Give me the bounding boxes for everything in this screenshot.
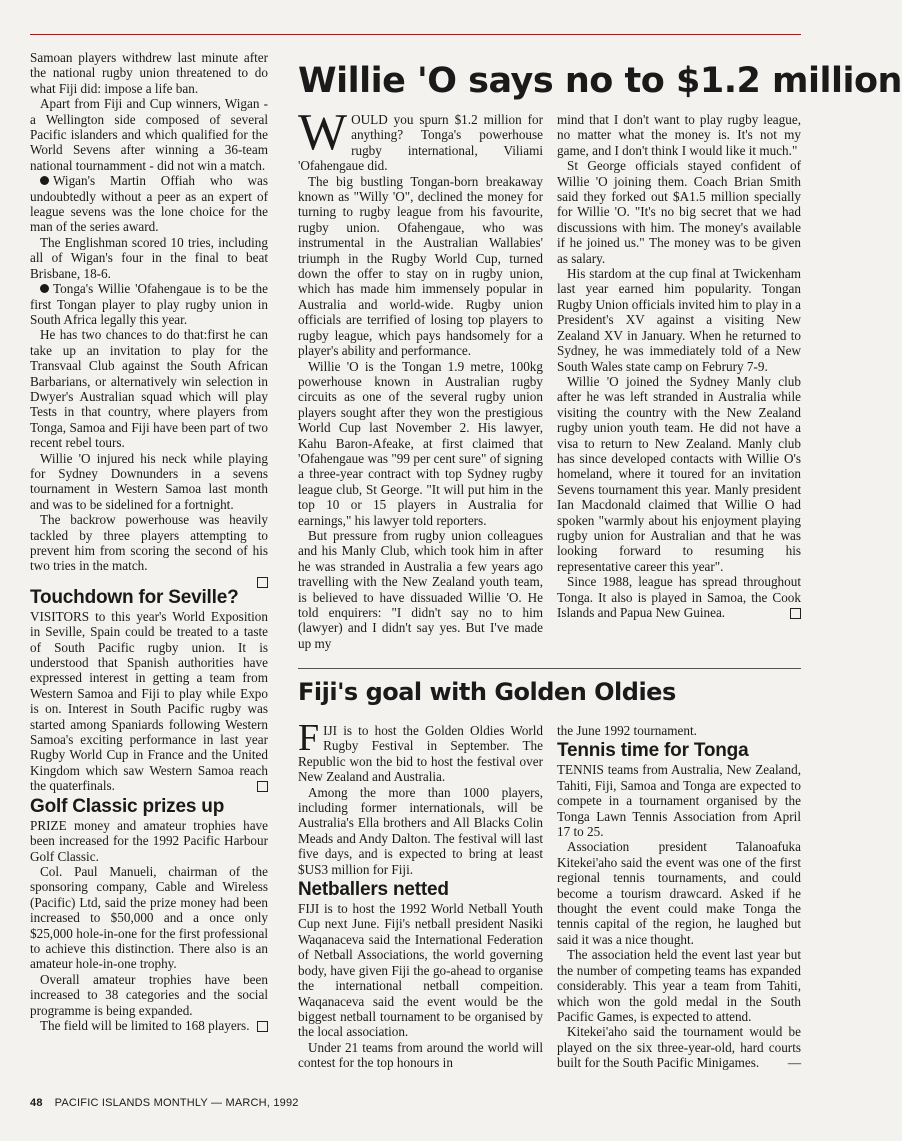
paragraph: The Englishman scored 10 tries, including all of Wigan's four in the final to beat Brisbane, 18-6. bbox=[30, 234, 268, 281]
paragraph: Since 1988, league has spread throughout Tonga. It also is played in Samoa, the Cook Islands and Papua New Guinea. bbox=[557, 574, 801, 620]
paragraph: IJI is to host the Golden Oldies World Rugby Festival in September. The Republic won the bid to host the festival over New Zealand and Australia. bbox=[298, 723, 543, 785]
article-headline: Willie 'O says no to $1.2 million bbox=[298, 61, 902, 101]
paragraph: Association president Talanoafuka Kitekei'aho said the event was one of the first regional tennis tournaments, and could become a tourism drawcard. Asked if he thought the event could make Tonga the tennis capital of the region, he laughed but said it was a nice thought. bbox=[557, 839, 801, 947]
paragraph: Among the more than 1000 players, including former internationals, will be Australia's Ella brothers and All Blacks Colin Meads and Andy Dalton. The festival will last five days, and is expected to bring at least $US3 million for Fiji. bbox=[298, 784, 543, 877]
end-mark-icon bbox=[790, 608, 801, 619]
paragraph: The association held the event last year but the number of competing teams has expanded considerably. This year a team from Tahiti, which won the gold medal in the South Pacific Games, is expected to attend. bbox=[557, 947, 801, 1024]
subheading: Touchdown for Seville? bbox=[30, 586, 239, 608]
paragraph: PRIZE money and amateur trophies have been increased for the 1992 Pacific Harbour Golf Classic. bbox=[30, 817, 268, 864]
bullet-icon bbox=[40, 176, 49, 185]
article1-column-right bbox=[557, 112, 801, 620]
paragraph: Under 21 teams from around the world will contest for the top honours in bbox=[298, 1039, 543, 1071]
end-mark-icon bbox=[257, 781, 268, 792]
drop-cap: F bbox=[298, 717, 320, 759]
paragraph: FIJI is to host the 1992 World Netball Youth Cup next June. Fiji's netball president Nasiki Waqanaceva said the International Federation of Netball Associations, the world governing body, have given Fiji the go-ahead to organise the international netball compeition. Waqanaceva said the event would be the biggest netball tournament to be organised by the local association. bbox=[298, 901, 543, 1040]
page-footer bbox=[30, 1097, 299, 1109]
left-column bbox=[30, 50, 268, 1033]
end-mark-icon bbox=[257, 577, 268, 588]
subheading: Netballers netted bbox=[298, 879, 449, 901]
paragraph: OULD you spurn $1.2 million for anything? Tonga's powerhouse rugby international, Viliami 'Ofahengaue did. bbox=[298, 112, 543, 174]
subheading: Tennis time for Tonga bbox=[557, 740, 749, 762]
top-rule bbox=[30, 34, 801, 35]
article2-column-middle bbox=[298, 717, 543, 1071]
section-divider bbox=[298, 668, 801, 669]
paragraph: Kitekei'aho said the tournament would be played on the six three-year-old, hard courts built for the South Pacific Minigames. — bbox=[557, 1024, 801, 1071]
paragraph: Willie 'O is the Tongan 1.9 metre, 100kg powerhouse known in Australian rugby circuits as one of the several rugby union players sought after they won the prestigious World Cup last November 2. His lawyer, Kahu Baron-Afeake, at first claimed that 'Ofahengaue was "99 per cent sure" of signing a three-year contract with top Sydney rugby league club, St George. "It will put him in the top 10 or 15 players in Australia for earnings," his lawyer told reporters. bbox=[298, 358, 543, 528]
subheading: Golf Classic prizes up bbox=[30, 795, 225, 817]
publication-line: PACIFIC ISLANDS MONTHLY — MARCH, 1992 bbox=[54, 1097, 299, 1109]
bullet-icon bbox=[40, 284, 49, 293]
paragraph: Wigan's Martin Offiah who was undoubtedly without a peer as an expert of league sevens was the lone choice for the man of the series award. bbox=[30, 173, 268, 235]
paragraph: The field will be limited to 168 players. bbox=[30, 1018, 268, 1033]
drop-cap: W bbox=[298, 104, 348, 161]
article-headline: Fiji's goal with Golden Oldies bbox=[298, 678, 676, 706]
paragraph: The backrow powerhouse was heavily tackled by three players attempting to prevent him from scoring the second of his two tries in the match. bbox=[30, 512, 268, 574]
paragraph: Willie 'O joined the Sydney Manly club after he was left stranded in Australia while visiting the country with the New Zealand rugby union youth team. He did not have a visa to return to New Zealand. Manly club has since developed contacts with Willie O's homeland, where it toured for an invitation Sevens tournament this year. Manly president Ian Macdonald claimed that Willie O had spoken "warmly about his enjoyment playing rugby union for Australian and that he was looking forward to resuming his representative career this year". bbox=[557, 373, 801, 574]
page-number: 48 bbox=[30, 1097, 43, 1109]
end-mark-icon bbox=[257, 1021, 268, 1032]
paragraph: Overall amateur trophies have been increased to 38 categories and the social programme is being expanded. bbox=[30, 971, 268, 1018]
paragraph: His stardom at the cup final at Twickenham last year earned him popularity. Tongan Rugby Union officials invited him to play in a President's XV against a visiting New Zealand XV in January. When he returned to Sydney, he was immediately told of a New South Wales state camp on Februry 7-9. bbox=[557, 266, 801, 374]
paragraph: the June 1992 tournament. bbox=[557, 723, 697, 738]
paragraph: Samoan players withdrew last minute after the national rugby union threatened to do what Fiji did: impose a life ban. bbox=[30, 50, 268, 96]
paragraph: He has two chances to do that:first he can take up an invitation to play for the Transvaal Club against the South African Barbarians, or alternatively win selection in Dwyer's Australian squad which will play Tests in that country, where players from Tonga, Samoa and Fiji have been part of two recent rebel tours. bbox=[30, 327, 268, 451]
paragraph: Tonga's Willie 'Ofahengaue is to be the first Tongan player to play rugby union in South Africa legally this year. bbox=[30, 281, 268, 327]
article2-column-right bbox=[557, 723, 801, 1071]
paragraph: TENNIS teams from Australia, New Zealand, Tahiti, Fiji, Samoa and Tonga are expected to compete in a tournament organised by the Tonga Lawn Tennis Association from April 17 to 25. bbox=[557, 762, 801, 840]
paragraph: VISITORS to this year's World Exposition in Seville, Spain could be treated to a taste of South Pacific rugby union. It is understood that Spanish authorities have expressed interest in getting a team from Western Samoa and Fiji to play while Expo is on. Interest in South Pacific rugby was started among Spaniards following Western Samoa's exciting performance in last year Rugby World Cup in France and the United Kingdom which saw Western Samoa reach the quaterfinals. bbox=[30, 608, 268, 794]
paragraph: mind that I don't want to play rugby league, no matter what the money is. It's not my game, and I don't think I would like it much." bbox=[557, 112, 801, 158]
paragraph: St George officials stayed confident of Willie 'O joining them. Coach Brian Smith said they forked out $A1.5 million specially for Willie 'O. "It's no big secret that we had discussions with him. The money's available if he joined us." The money was to be given as salary. bbox=[557, 158, 801, 266]
end-dash: — bbox=[787, 1055, 801, 1071]
paragraph: Apart from Fiji and Cup winners, Wigan - a Wellington side composed of several Pacific islanders and which qualified for the World Sevens after winning a 36-team national tournamment - did not win a match. bbox=[30, 96, 268, 173]
paragraph: The big bustling Tongan-born breakaway known as "Willy 'O", declined the money for turning to rugby league from his favourite, rugby union. Ofahengaue, who was instrumental in the Australian Wallabies' triumph in the Rugby World Cup, turned down the offer to stay on in rugby union, which has made him immensely popular in Australia and world-wide. Rugby union officials are terrified of losing top players to rugby league, which pays handsomely for a player's ability and performance. bbox=[298, 173, 543, 359]
paragraph: Willie 'O injured his neck while playing for Sydney Downunders in a sevens tournament in Western Samoa last month and was to be sidelined for a fortnight. bbox=[30, 450, 268, 512]
paragraph: But pressure from rugby union colleagues and his Manly Club, which took him in after he was stranded in Australia a few years ago travelling with the New Zealand youth team, is believed to have dissuaded Willie 'O. He told enquirers: "I didn't say no to him (lawyer) and I didn't say yes. But I've made up my bbox=[298, 527, 543, 651]
article1-column-middle bbox=[298, 104, 543, 651]
paragraph: Col. Paul Manueli, chairman of the sponsoring company, Cable and Wireless (Pacific) Ltd, said the prize money had been increased to $50,000 and a once only $25,000 hole-in-one for the first professional to achieve this distinction. There also is an amateur hole-in-one trophy. bbox=[30, 863, 268, 972]
